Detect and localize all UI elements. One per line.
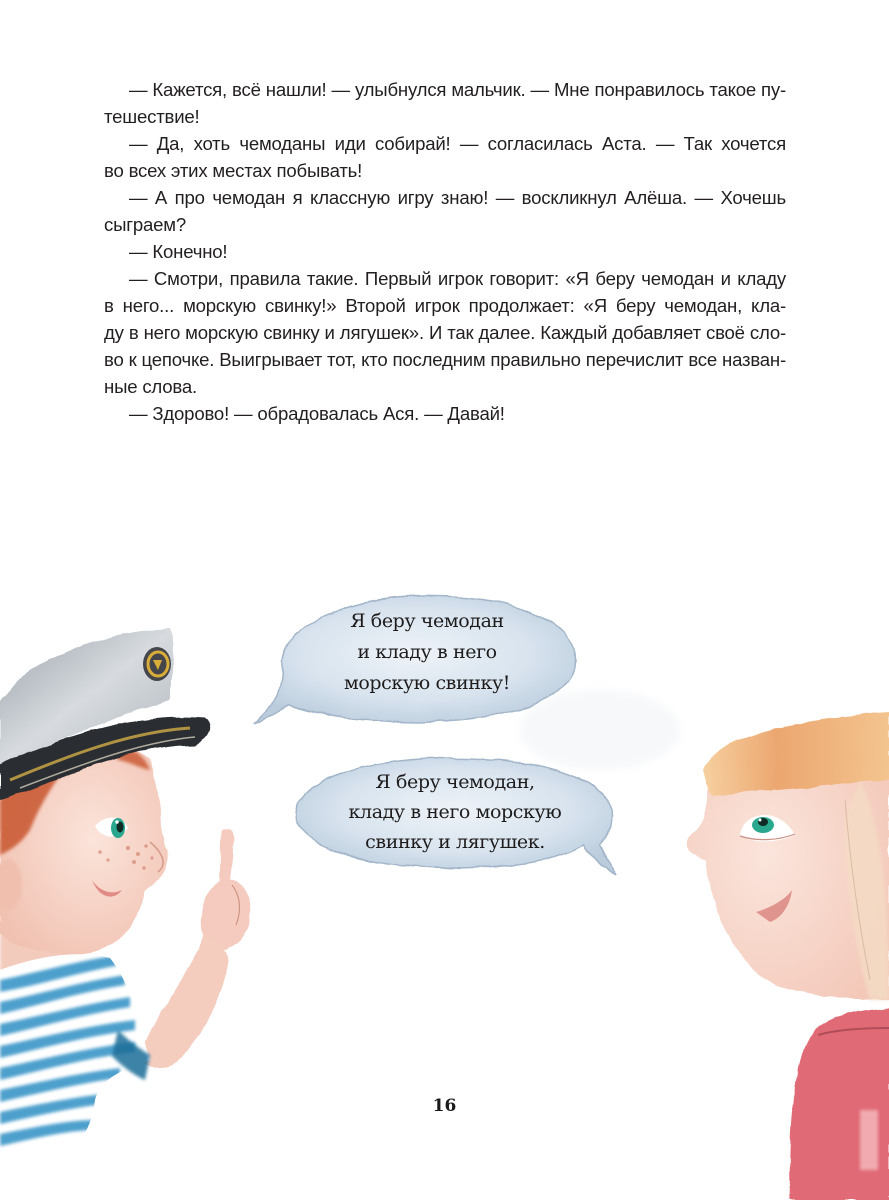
text-line: во к цепочке. Выигрывает тот, кто последним правильно перечислит все назван- xyxy=(104,349,786,370)
text-line: тешествие! xyxy=(104,106,200,127)
bubble-text-line: свинку и лягушек. xyxy=(365,831,545,853)
paragraph xyxy=(104,184,786,238)
text-line: — Да, хоть чемоданы иди собирай! — согласилась Аста. — Так хочется xyxy=(129,133,786,154)
text-line: — Смотри, правила такие. Первый игрок говорит: «Я беру чемодан и кладу xyxy=(129,268,786,289)
speech-bubble-1-text xyxy=(282,606,572,706)
bubble-text-line: морскую свинку! xyxy=(343,672,510,694)
bubble-text-line: и кладу в него xyxy=(357,641,497,663)
bubble-text-line: Я беру чемодан, xyxy=(375,771,535,793)
text-line: ные слова. xyxy=(104,376,198,397)
text-line: ду в него морскую свинку и лягушек». И так далее. Каждый добавляет своё сло- xyxy=(104,322,786,343)
bubble-text-line: кладу в него морскую xyxy=(348,801,562,823)
bubble-text-line: Я беру чемодан xyxy=(350,610,504,632)
speech-bubble-2-text xyxy=(296,767,614,867)
paragraph xyxy=(104,400,786,427)
text-line: — Кажется, всё нашли! — улыбнулся мальчик. — Мне понравилось такое пу- xyxy=(129,79,786,100)
paragraph xyxy=(104,76,786,130)
paragraph xyxy=(104,265,786,400)
text-line: — А про чемодан я классную игру знаю! — воскликнул Алёша. — Хочешь xyxy=(129,187,786,208)
text-line: в него... морскую свинку!» Второй игрок продолжает: «Я беру чемодан, кла- xyxy=(104,295,786,316)
text-line: — Здорово! — обрадовалась Ася. — Давай! xyxy=(129,403,505,424)
paragraph xyxy=(104,130,786,184)
page-number: 16 xyxy=(432,1096,457,1116)
story-text xyxy=(104,76,786,427)
text-line: во всех этих местах побывать! xyxy=(104,160,363,181)
girl-character xyxy=(687,712,889,1200)
paragraph xyxy=(104,238,786,265)
text-line: — Конечно! xyxy=(129,241,228,262)
cap-badge-icon xyxy=(143,647,171,681)
text-line: сыграем? xyxy=(104,214,186,235)
